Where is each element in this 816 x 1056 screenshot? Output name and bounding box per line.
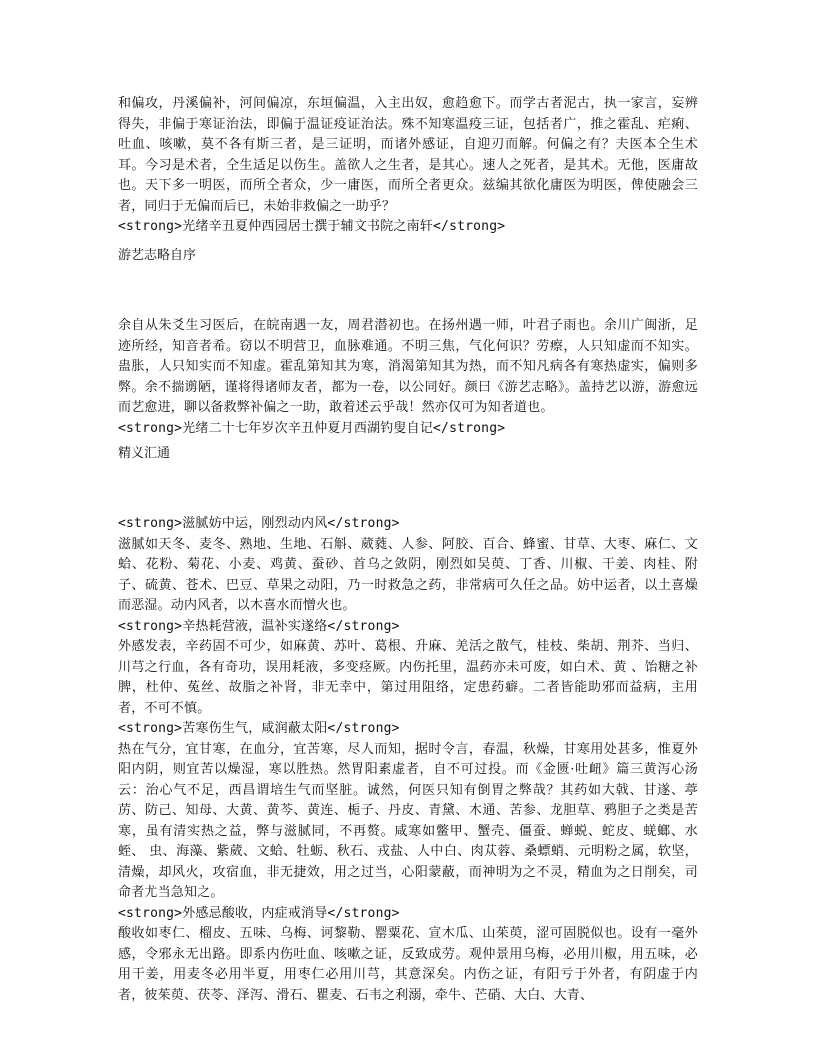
item-heading: <strong>苦寒伤生气，咸润蔽太阳</strong> (118, 721, 400, 736)
item-body: 外感发表，辛药固不可少，如麻黄、苏叶、葛根、升麻、羌活之散气，桂枝、柴胡、荆芥、当归、川芎之行血，各有奇功，误用耗液，多变痉厥。内伤托里，温药亦未可废，如白术、黄 、饴糖之补脾，杜仲、菟丝、故脂之补肾，非无幸中，第过用阻络，定患药癖。二者皆能助邪而益病，主用者，不可不慎。 (118, 639, 698, 716)
youyi-section (118, 316, 698, 439)
preface-section (118, 94, 698, 238)
item-heading: <strong>辛热耗营液，温补实遂络</strong> (118, 618, 400, 634)
section-title-youyi: 游艺志略自序 (118, 248, 197, 263)
item-heading: <strong>滋腻妨中运，刚烈动内风</strong> (118, 516, 400, 531)
preface-paragraph: 和偏攻，丹溪偏补，河间偏凉，东垣偏温，入主出奴，愈趋愈下。而学古者泥古，执一家言，妄辨得失，非偏于寒证治法，即偏于温证疫证治法。殊不知寒温疫三证，包括者广，推之霍乱、疟痢、吐血、咳嗽，莫不各有斯三者，是三证明，而诸外感证，自迎刃而解。何偏之有？夫医本仝生术耳。今习是术者，仝生适足以伤生。盖欲人之生者，是其心。速人之死者，是其术。无他，医庸故也。天下多一明医，而所仝者众，少一庸医，而所仝者更众。兹编其欲化庸医为明医，俾使融会三者，同归于无偏而后已，未始非救偏之一助乎？ (118, 96, 698, 214)
section-title-jingyi: 精义汇通 (118, 446, 171, 461)
jingyi-section (118, 514, 698, 1006)
preface-signature: <strong>光绪辛丑夏仲西园居士撰于辅文书院之南轩</strong> (118, 219, 506, 234)
item-body: 热在气分，宜甘寒，在血分，宜苦寒，尽人而知，据时令言，春温，秋燥，甘寒用处甚多，惟夏外阳内阴，则宜苦以燥湿，寒以胜热。然胃阳素虚者，自不可过投。而《金匮·吐衄》篇三黄泻心汤云：治心气不足，西昌谓培生气而坚脏。诚然，何医只知有倒胃之弊哉？其药如大戟、甘遂、葶苈、防己、知母、大黄、黄芩、黄连、栀子、丹皮、青黛、木通、苦参、龙胆草、鸦胆子之类是苦寒，虽有清实热之益，弊与滋腻同，不再赘。咸寒如鳖甲、蟹壳、僵蚕、蝉蜕、蛇皮、蜣螂、水蛭、 虫、海藻、紫葳、文蛤、牡蛎、秋石、戎盐、人中白、肉苁蓉、桑螵蛸、元明粉之属，软坚，清燥，却风火，攻宿血，非无捷效，用之过当，心阳蒙蔽，而神明为之不灵，精血为之日削矣，司命者尤当急知之。 (118, 741, 698, 900)
item-heading: <strong>外感忌酸收，内症戒消导</strong> (118, 905, 400, 921)
youyi-signature: <strong>光绪二十七年岁次辛丑仲夏月西湖钓叟自记</strong> (118, 420, 506, 436)
document-page (118, 94, 698, 1003)
item-body: 滋腻如天冬、麦冬、熟地、生地、石斛、葳蕤、人参、阿胶、百合、蜂蜜、甘草、大枣、麻仁、文蛤、花粉、菊花、小麦、鸡黄、蚕砂、首乌之敛阴，刚烈如吴萸、丁香、川椒、干姜、肉桂、附子、硫黄、苍术、巴豆、草果之动阳，乃一时救急之药，非常病可久任之品。妨中运者，以土喜燥而恶湿。动内风者，以木喜水而憎火也。 (118, 536, 698, 613)
youyi-paragraph: 余自从朱爻生习医后，在皖南遇一友，周君潜初也。在扬州遇一师，叶君子雨也。余川广闽浙，足迹所经，知音者希。窃以不明营卫，血脉难通。不明三焦，气化何识？劳瘵，人只知虚而不知实。蛊胀，人只知实而不知虚。霍乱第知其为寒，消渴第知其为热，而不知凡病各有寒热虚实，偏则多弊。余不揣谫陋，谨将得诸师友者，都为一卷，以公同好。颜曰《游艺志略》。盖持艺以游，游愈远而艺愈进，聊以备救弊补偏之一助，敢着述云乎哉！然亦仅可为知者道也。 (118, 318, 698, 415)
item-body: 酸收如枣仁、榴皮、五味、乌梅、诃黎勒、罂粟花、宣木瓜、山茱萸，涩可固脱似也。设有一毫外感，令邪永无出路。即系内伤吐血、咳嗽之证，反致成劳。观仲景用乌梅，必用川椒，用五味，必用干姜，用麦冬必用半夏，用枣仁必用川芎，其意深矣。内伤之证，有阳亏于外者，有阴虚于内者，彼茱萸、茯苓、泽泻、滑石、瞿麦、石韦之利溺，牵牛、芒硝、大白、大青、 (118, 926, 698, 1003)
